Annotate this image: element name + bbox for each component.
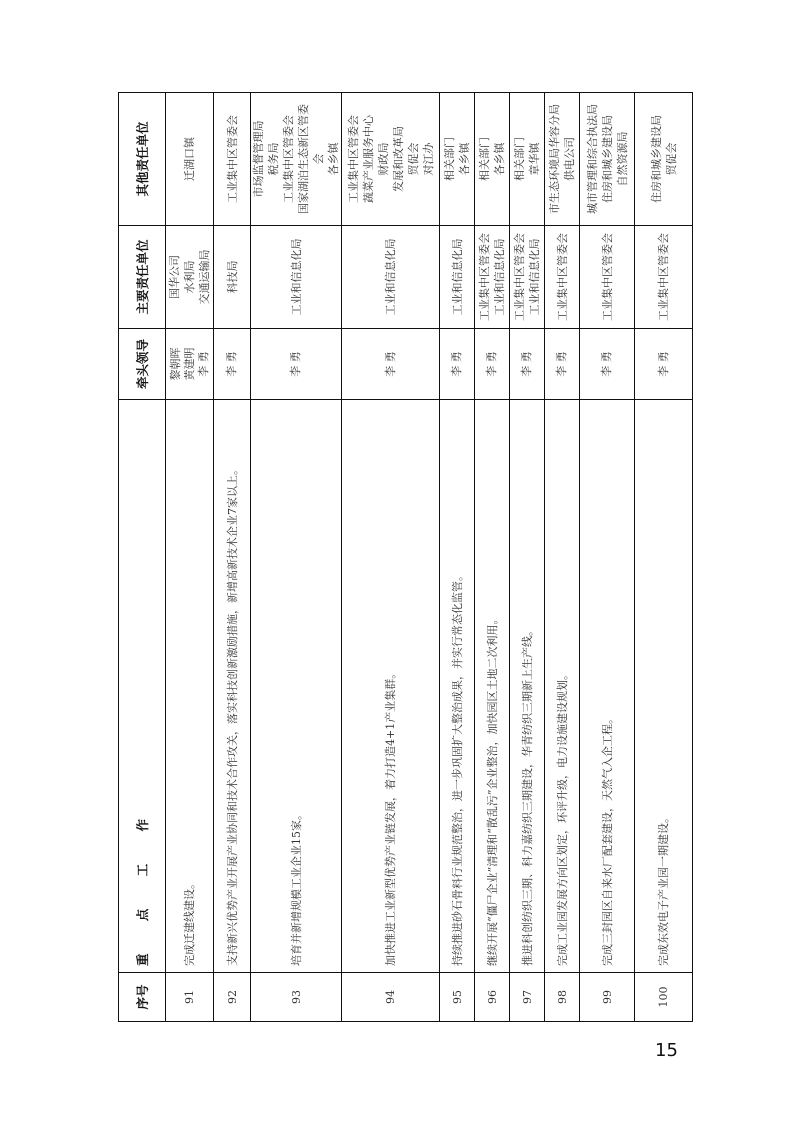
table-row	[440, 93, 475, 1022]
other-unit-line: 贸促会	[406, 142, 420, 176]
header-work: 重 点 工 作	[119, 400, 166, 973]
other-unit-line: 蔬菜产业服务中心	[361, 115, 375, 203]
table-row	[251, 93, 342, 1022]
table-row	[166, 93, 214, 1022]
header-no: 序号	[119, 973, 166, 1022]
other-unit	[214, 93, 251, 226]
other-unit-line: 对江办	[421, 142, 435, 176]
other-unit-line: 工业集中区管委会	[346, 115, 360, 203]
main-unit-line: 国华公司	[168, 255, 181, 299]
row-number: 98	[545, 973, 580, 1022]
other-unit	[635, 93, 693, 226]
lead-leader-line: 李 勇	[196, 351, 210, 377]
other-unit	[580, 93, 635, 226]
lead-leader	[475, 329, 510, 400]
row-number: 96	[475, 973, 510, 1022]
row-number: 92	[214, 973, 251, 1022]
main-unit-line: 科技局	[225, 260, 239, 294]
row-number: 93	[251, 973, 342, 1022]
page-number: 15	[655, 1040, 678, 1061]
header-other-unit: 其他责任单位	[119, 93, 166, 226]
main-unit-line: 工业和信息化局	[289, 238, 303, 316]
main-unit	[440, 226, 475, 329]
other-unit-line: 工业集中区管委会	[282, 115, 295, 203]
lead-leader-line: 李 勇	[656, 351, 670, 377]
table-row	[510, 93, 545, 1022]
main-unit-line: 工业集中区管委会	[657, 233, 670, 321]
other-unit-line: 税务局	[267, 142, 280, 176]
other-unit	[545, 93, 580, 226]
other-unit	[510, 93, 545, 226]
lead-leader-line: 李 勇	[289, 351, 302, 377]
work-item: 完成工业园发展方向区划定，环评升级，电力设施建设规划。	[545, 400, 580, 973]
lead-leader-line: 黄建明	[182, 347, 196, 381]
other-unit-line: 住房和城乡建设局	[649, 115, 663, 203]
other-unit-line: 各乡镇	[327, 142, 340, 176]
lead-leader-line: 李 勇	[450, 351, 463, 377]
other-unit-line: 市场监督管理局	[252, 120, 265, 198]
main-unit-line: 工业集中区管委会	[513, 233, 526, 321]
lead-leader-line: 黎朝晖	[168, 347, 182, 381]
other-unit-line: 市生态环境局华容分局	[548, 104, 561, 214]
lead-leader	[635, 329, 693, 400]
work-item: 支持新兴优势产业开展产业协同和技术合作攻关，落实科技创新激励措施，新增高新技术企业7家以上。	[214, 400, 251, 973]
table-header-row	[119, 93, 166, 1022]
other-unit-line: 住房和城乡建设局	[600, 115, 614, 203]
lead-leader-line: 李 勇	[383, 351, 397, 377]
row-number: 95	[440, 973, 475, 1022]
table-row	[635, 93, 693, 1022]
lead-leader	[580, 329, 635, 400]
row-number: 97	[510, 973, 545, 1022]
main-unit-line: 工业集中区管委会	[600, 233, 614, 321]
header-main-unit: 主要责任单位	[119, 226, 166, 329]
main-unit-line: 工业和信息化局	[450, 238, 464, 316]
other-unit-line: 自然资源局	[615, 131, 629, 187]
table-row	[342, 93, 440, 1022]
other-unit-line: 相关部门	[478, 137, 491, 181]
other-unit-line: 各乡镇	[458, 142, 471, 176]
lead-leader	[342, 329, 440, 400]
other-unit-line: 迁湖口镇	[183, 137, 196, 181]
other-unit	[342, 93, 440, 226]
lead-leader-line: 李 勇	[225, 351, 238, 377]
lead-leader	[166, 329, 214, 400]
other-unit	[166, 93, 214, 226]
other-unit-line: 国家湖泊生态新区管委会	[297, 104, 325, 214]
other-unit-line: 发展和改革局	[391, 126, 405, 192]
work-item: 加快推进工业新型优势产业链发展，着力打造4+1产业集群。	[342, 400, 440, 973]
work-item: 继续开展“僵尸企业”清理和“散乱污”企业整治，加快园区土地二次利用。	[475, 400, 510, 973]
lead-leader	[440, 329, 475, 400]
main-unit-line: 工业集中区管委会	[555, 233, 569, 321]
main-unit	[166, 226, 214, 329]
rotated-table-container	[118, 104, 686, 1022]
lead-leader	[214, 329, 251, 400]
work-item: 完成三封园区自来水厂配套建设，天然气入企工程。	[580, 400, 635, 973]
main-unit-line: 工业和信息化局	[493, 238, 506, 316]
work-item: 完成东效电子产业园一期建设。	[635, 400, 693, 973]
table-row	[475, 93, 510, 1022]
main-unit	[510, 226, 545, 329]
key-tasks-table	[118, 92, 693, 1022]
row-number: 100	[635, 973, 693, 1022]
main-unit	[475, 226, 510, 329]
other-unit-line: 各乡镇	[493, 142, 506, 176]
other-unit-line: 工业集中区管委会	[225, 115, 239, 203]
other-unit-line: 贸促会	[664, 142, 678, 176]
other-unit	[440, 93, 475, 226]
lead-leader	[545, 329, 580, 400]
main-unit-line: 工业和信息化局	[528, 238, 541, 316]
other-unit	[251, 93, 342, 226]
main-unit-line: 工业和信息化局	[384, 238, 397, 316]
row-number: 99	[580, 973, 635, 1022]
main-unit	[251, 226, 342, 329]
main-unit-line: 工业集中区管委会	[478, 233, 491, 321]
work-item: 推进科创纺织三期、科力嘉纺织三期建设，华青纺织三期新上生产线。	[510, 400, 545, 973]
lead-leader-line: 李 勇	[555, 351, 568, 377]
main-unit	[580, 226, 635, 329]
lead-leader	[510, 329, 545, 400]
main-unit-line: 交通运输局	[198, 249, 211, 305]
row-number: 94	[342, 973, 440, 1022]
other-unit-line: 相关部门	[443, 137, 456, 181]
other-unit-line: 财政局	[376, 142, 390, 176]
main-unit	[342, 226, 440, 329]
lead-leader	[251, 329, 342, 400]
other-unit-line: 章华镇	[528, 142, 541, 176]
table-row	[545, 93, 580, 1022]
main-unit	[635, 226, 693, 329]
main-unit	[545, 226, 580, 329]
work-item: 完成迁建线建设。	[166, 400, 214, 973]
other-unit-line: 城市管理和综合执法局	[585, 104, 599, 214]
row-number: 91	[166, 973, 214, 1022]
other-unit-line: 相关部门	[513, 137, 526, 181]
table-row	[580, 93, 635, 1022]
header-lead: 牵头领导	[119, 329, 166, 400]
other-unit	[475, 93, 510, 226]
lead-leader-line: 李 勇	[485, 351, 498, 377]
lead-leader-line: 李 勇	[600, 351, 613, 377]
work-item: 培育并新增规模工业企业15家。	[251, 400, 342, 973]
main-unit-line: 水利局	[183, 260, 196, 294]
lead-leader-line: 李 勇	[520, 351, 533, 377]
other-unit-line: 供电公司	[563, 137, 576, 181]
main-unit	[214, 226, 251, 329]
table-row	[214, 93, 251, 1022]
work-item: 持续推进砂石骨料行业规范整治，进一步巩固扩大整治成果，并实行常态化监管。	[440, 400, 475, 973]
